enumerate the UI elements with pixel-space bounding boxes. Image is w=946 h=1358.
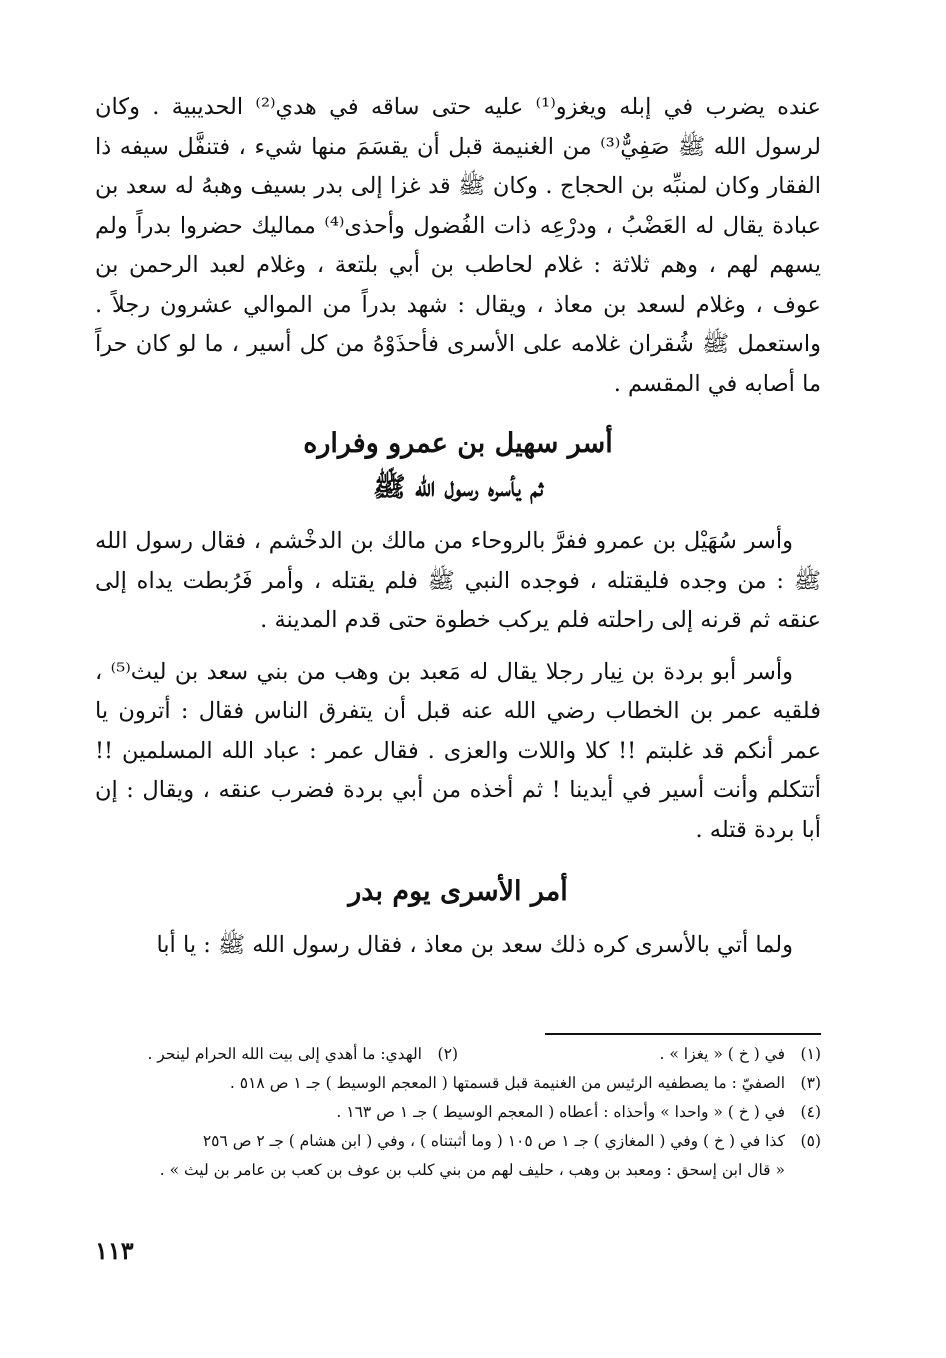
- footnote-2: [147, 1040, 458, 1069]
- footnote-row: [95, 1127, 821, 1156]
- footnote-text: في ( خ ) « واحدا » وأحذاه : أعطاه ( المعجم الوسيط ) جـ ١ ص ١٦٣ .: [336, 1103, 785, 1121]
- footnote-1: [458, 1040, 821, 1069]
- footnotes: [95, 1040, 821, 1185]
- footnote-number: (٤): [800, 1103, 821, 1121]
- page-number: ١١٣: [95, 1236, 134, 1265]
- footnote-row: [95, 1098, 821, 1127]
- paragraph-suhayl: [95, 522, 821, 641]
- footnote-4: [336, 1098, 821, 1127]
- footnote-number: (٣): [800, 1074, 821, 1092]
- footnote-row: [95, 1156, 821, 1185]
- footnote-number: (٢): [437, 1045, 458, 1063]
- paragraph-text: ولما أتي بالأسرى كره ذلك سعد بن معاذ ، فقال رسول الله ﷺ : يا أبا: [156, 932, 793, 958]
- paragraph-text: وأسر سُهَيْل بن عمرو ففرَّ بالروحاء من مالك بن الدخْشم ، فقال رسول الله ﷺ : من وجده فليقتله ، فوجده النبي ﷺ فلم يقتله ، وأمر فَرُبطت يداه إلى عنقه ثم قرنه إلى راحلته فلم يركب خطوة حتى قدم المدينة .: [95, 528, 821, 633]
- footnote-text: في ( خ ) « يغزا » .: [659, 1045, 785, 1063]
- section-heading-suhayl: [95, 422, 821, 510]
- heading-line-1: أسر سهيل بن عمرو وفراره: [303, 428, 613, 459]
- footnote-5: [203, 1127, 821, 1156]
- section-heading-captives: أمر الأسرى يوم بدر: [348, 876, 568, 907]
- footnote-row: [95, 1069, 821, 1098]
- paragraph-abu-burda: [95, 653, 821, 851]
- footnote-divider: [545, 1033, 821, 1035]
- footnote-text: الصفيّ : ما يصطفيه الرئيس من الغنيمة قبل قسمتها ( المعجم الوسيط ) جـ ١ ص ٥١٨ .: [229, 1074, 785, 1092]
- page-body: [95, 88, 821, 980]
- footnote-text: كذا في ( خ ) وفي ( المغازي ) جـ ١ ص ١٠٥ ( وما أثبتناه ) ، وفي ( ابن هشام ) جـ ٢ ص ٢٥٦: [202, 1132, 785, 1150]
- footnote-number: (٥): [800, 1132, 821, 1150]
- footnote-3: [230, 1069, 821, 1098]
- footnote-text: « قال ابن إسحق : ومعبد بن وهب ، حليف لهم من بني كلب بن عوف بن كعب بن عامر بن ليث » .: [159, 1161, 785, 1179]
- footnote-row: [95, 1040, 821, 1069]
- heading-line-2: ثم يأسره رسول الله ﷺ: [372, 472, 544, 503]
- paragraph-captives: [95, 926, 821, 966]
- footnote-text: الهدي: ما أهدي إلى بيت الله الحرام لينحر .: [147, 1045, 422, 1063]
- footnote-number: (١): [800, 1045, 821, 1063]
- footnote-5-continuation: [160, 1156, 821, 1185]
- intro-paragraph: عنده يضرب في إبله ويغزو⁽¹⁾ عليه حتى ساقه في هدي⁽²⁾ الحديبية . وكان لرسول الله ﷺ صَفِيٌّ⁽³⁾ من الغنيمة قبل أن يقسَمَ منها شيء ، فتنفَّل سيفه ذا الفقار وكان لمنبِّه بن الحجاج . وكان ﷺ قد غزا إلى بدر بسيف وهبهُ له سعد بن عبادة يقال له العَضْبُ ، ودرْعِه ذات الفُضول وأحذى⁽⁴⁾ مماليك حضروا بدراً ولم يسهم لهم ، وهم ثلاثة : غلام لحاطب بن أبي بلتعة ، وغلام لعبد الرحمن بن عوف ، وغلام لسعد بن معاذ ، ويقال : شهد بدراً من الموالي عشرون رجلاً . واستعمل ﷺ شُقران غلامه على الأسرى فأحذَوْهُ من كل أسير ، ما لو كان حراً ما أصابه في المقسم .: [95, 94, 821, 397]
- paragraph-text: وأسر أبو بردة بن نِيار رجلا يقال له مَعبد بن وهب من بني سعد بن ليث⁽⁵⁾ ، فلقيه عمر بن الخطاب رضي الله عنه قبل أن يتفرق الناس فقال : أترون يا عمر أنكم قد غلبتم !! كلا واللات والعزى . فقال عمر : عباد الله المسلمين !! أتتكلم وأنت أسير في أيدينا ! ثم أخذه من أبي بردة فضرب عنقه ، ويقال : إن أبا بردة قتله .: [95, 658, 821, 843]
